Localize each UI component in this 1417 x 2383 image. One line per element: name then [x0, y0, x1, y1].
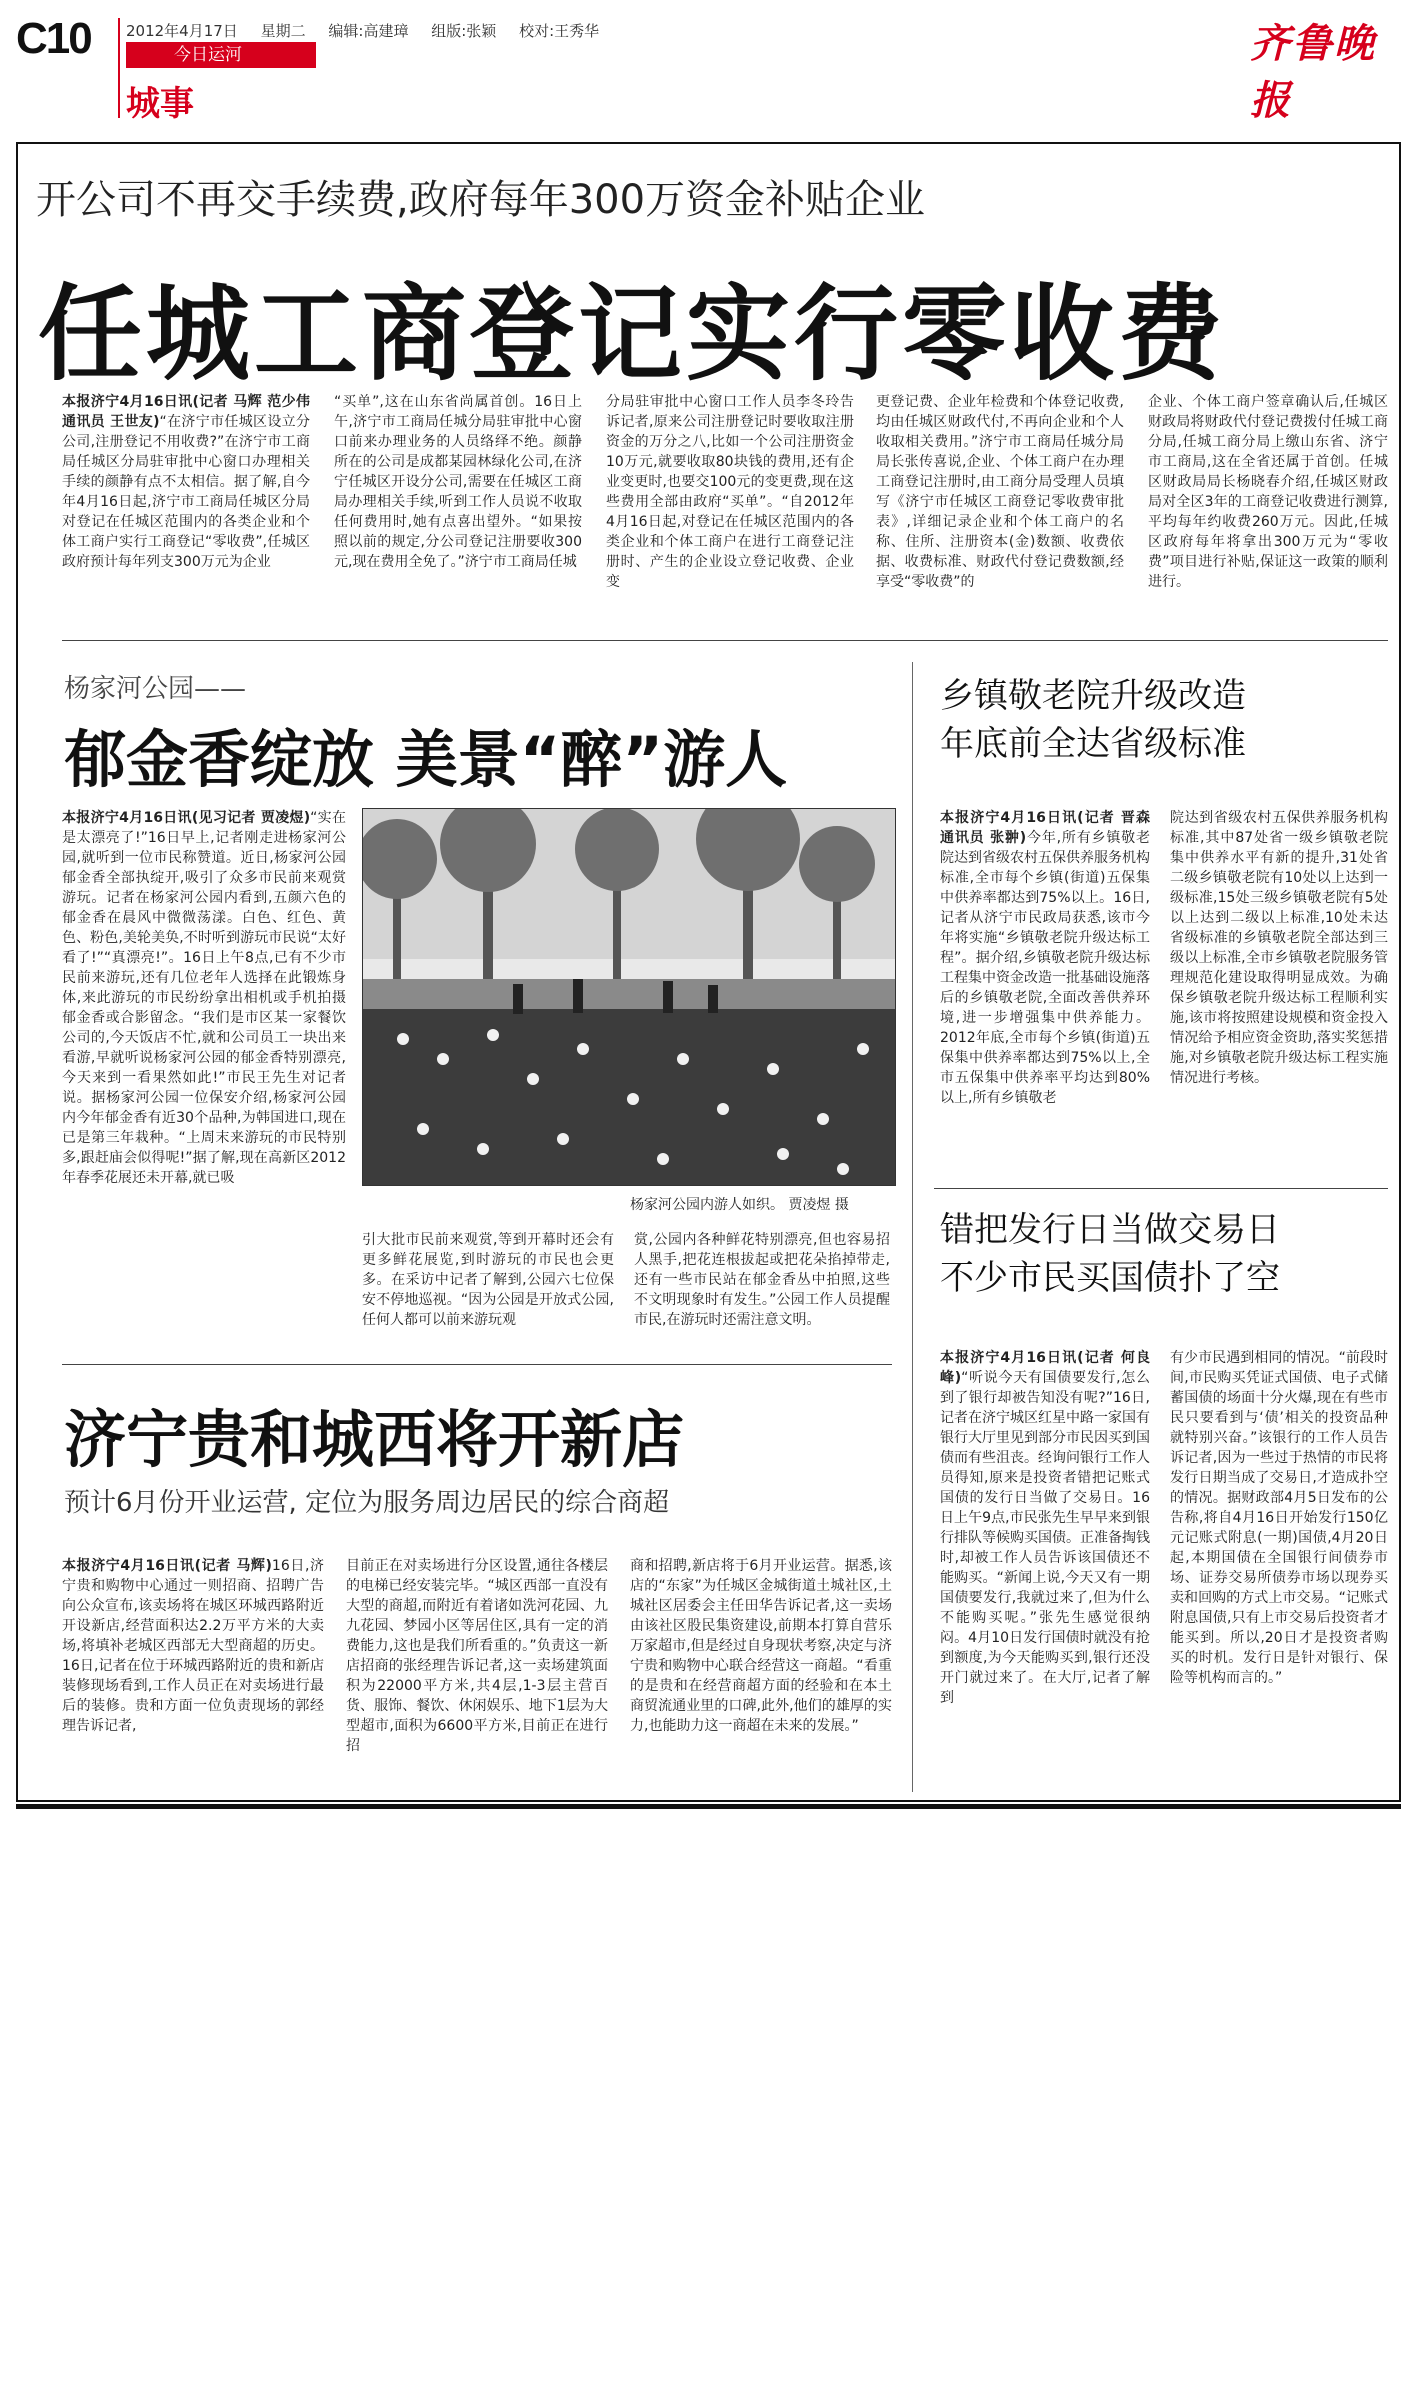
article2-text-1: “实在是太漂亮了!”16日早上,记者刚走进杨家河公园,就听到一位市民称赞道。近日,杨家河公园郁金香全部执绽开,吸引了众多市民前来观赏游玩。记者在杨家河公园内看到,五颜六色的郁金香在晨风中微微荡漾。白色、红色、黄色、粉色,美轮美奂,不时听到游玩市民说“太好看了!”“真漂亮!”。16日上午8点,已有不少市民前来游玩,还有几位老年人选择在此锻炼身体,来此游玩的市民纷纷拿出相机或手机拍摄郁金香或合影留念。“我们是市区某一家餐饮公司的,今天饭店不忙,就和公司员工一块出来看游,早就听说杨家河公园的郁金香特别漂亮,今天来到一看果然如此!”市民王先生对记者说。据杨家河公园一位保安介绍,杨家河公园内今年郁金香有近30个品种,为韩国进口,现在已是第三年栽种。“上周末来游玩的市民特别多,跟赶庙会似得呢!”据了解,现在高新区2012年春季花展还未开幕,就已吸 — [62, 810, 346, 1186]
park-tulip-photo — [362, 808, 896, 1186]
divider-line-2 — [62, 1364, 892, 1365]
newspaper-logo: 齐鲁晚报 — [1250, 20, 1376, 124]
article3-headline — [940, 672, 1246, 768]
article5-byline: 本报济宁4月16日讯(记者 马辉) — [62, 1558, 272, 1574]
article3-text-1: 今年,所有乡镇敬老院达到省级农村五保供养服务机构标准,全市每个乡镇(街道)五保集中供养率都达到75%以上。16日,记者从济宁市民政局获悉,该市今年将实施“乡镇敬老院升级达标工程”。据介绍,乡镇敬老院升级达标工程集中资金改造一批基础设施落后的乡镇敬老院,全面改善供养环境,进一步增强集中供养能力。2012年底,全市每个乡镇(街道)五保集中供养率都达到75%以上,全市五保集中供养率平均达到80%以上,所有乡镇敬老 — [940, 830, 1150, 1106]
article3-byline: 本报济宁4月16日讯(记者 晋森 通讯员 张翀) — [940, 810, 1150, 846]
bottom-rule — [16, 1804, 1401, 1809]
article4-column-2: 有少市民遇到相同的情况。“前段时间,市民购买凭证式国债、电子式储蓄国债的场面十分火爆,现在有些市民只要看到与‘债’相关的投资品种就特别兴奋。”该银行的工作人员告诉记者,因为一些过于热情的市民将发行日期当成了交易日,才造成扑空的情况。据财政部4月5日发布的公告称,将自4月16日开始发行150亿元记账式附息(一期)国债,4月20日起,本期国债在全国银行间债券市场、证券交易所债券市场以现券买卖和回购的方式上市交易。“记账式附息国债,只有上市交易后投资者才能买到。所以,20日才是投资者购买的时机。发行日是针对银行、保险等机构而言的。” — [1170, 1350, 1388, 1686]
article1-byline: 本报济宁4月16日讯(记者 马辉 范少伟 通讯员 王世友) — [62, 394, 310, 430]
article3-headline-line1: 乡镇敬老院升级改造 — [940, 676, 1246, 716]
column-tag: 今日运河 — [126, 42, 316, 68]
article4-column-1 — [940, 1348, 1150, 1708]
article5-column-2: 目前正在对卖场进行分区设置,通往各楼层的电梯已经安装完毕。“城区西部一直没有大型的商超,而附近有着诸如洗河花园、九九花园、梦园小区等居住区,具有一定的消费能力,这也是我们所看重的。”负责这一新店招商的张经理告诉记者,这一卖场建筑面积为22000平方米,共4层,1-3层主营百货、服饰、餐饮、休闲娱乐、地下1层为大型超市,面积为6600平方米,目前正在进行招 — [346, 1558, 608, 1754]
article5-subtitle: 预计6月份开业运营, 定位为服务周边居民的综合商超 — [64, 1488, 670, 1518]
issue-date: 2012年4月17日 — [126, 22, 238, 40]
article1-headline: 任城工商登记实行零收费 — [38, 273, 1227, 395]
page-number: C10 — [16, 14, 91, 63]
article4-headline-line2: 不少市民买国债扑了空 — [940, 1258, 1280, 1298]
layout-credit: 组版:张颖 — [431, 22, 497, 40]
article2-headline: 郁金香绽放 美景“醉”游人 — [64, 723, 788, 796]
article1-column-4: 更登记费、企业年检费和个体登记收费,均由任城区财政代付,不再向企业和个人收取相关费用。”济宁市工商局任城分局局长张传喜说,企业、个体工商户在办理工商登记注册时,由工商分局受理人员填写《济宁市任城区工商登记零收费审批表》,详细记录企业和个体工商户的名称、住所、注册资本(金)数额、收费依据、收费标准、财政代付登记费数额,经享受“零收费”的 — [876, 394, 1124, 590]
header-divider — [118, 18, 120, 118]
photo-caption: 杨家河公园内游人如织。 贾凌煜 摄 — [630, 1197, 849, 1213]
article1-column-3: 分局驻审批中心窗口工作人员李冬玲告诉记者,原来公司注册登记时要收取注册资金的万分之八,比如一个公司注册资金10万元,就要收取80块钱的费用,还有企业变更时,也要交100元的变更费,现在这些费用全部由政府“买单”。“自2012年4月16日起,对登记在任城区范围内的各类企业和个体工商户在进行工商登记注册时、产生的企业设立登记收费、企业变 — [606, 394, 854, 590]
article5-headline: 济宁贵和城西将开新店 — [64, 1403, 685, 1476]
article1-column-2: “买单”,这在山东省尚属首创。16日上午,济宁市工商局任城分局驻审批中心窗口前来办理业务的人员络绎不绝。颜静所在的公司是成都某园林绿化公司,在济宁任城区开设分公司,需要在任城区工商局办理相关手续,听到工作人员说不收取任何费用时,她有点喜出望外。“如果按照以前的规定,分公司登记注册要收300元,现在费用全免了。”济宁市工商局任城 — [334, 394, 582, 570]
divider-line-3 — [934, 1188, 1388, 1189]
article2-column-3: 赏,公园内各种鲜花特别漂亮,但也容易招人黑手,把花连根拔起或把花朵掐掉带走,还有一些市民站在郁金香丛中拍照,这些不文明现象时有发生。”公园工作人员提醒市民,在游玩时还需注意文明。 — [634, 1232, 890, 1328]
article1-column-5: 企业、个体工商户签章确认后,任城区财政局将财政代付登记费拨付任城工商分局,任城工商分局上缴山东省、济宁市工商局,这在全省还属于首创。任城区财政局局长杨晓春介绍,任城区财政局对全区3年的工商登记收费进行测算,平均每年约收费260万元。因此,任城区政府每年将拿出300万元为“零收费”项目进行补贴,保证这一政策的顺利进行。 — [1148, 394, 1388, 590]
article5-column-3: 商和招聘,新店将于6月开业运营。据悉,该店的“东家”为任城区金城街道土城社区,土城社区居委会主任田华告诉记者,这一卖场由该社区股民集资建设,前期本打算自营乐万家超市,但是经过自身现状考察,决定与济宁贵和购物中心联合经营这一商超。“看重的是贵和在经营商超方面的经验和在本土商贸流通业里的口碑,此外,他们的雄厚的实力,也能助力这一商超在未来的发展。” — [630, 1558, 892, 1734]
article1-column-1 — [62, 392, 310, 572]
article4-headline — [940, 1206, 1280, 1302]
article3-column-1 — [940, 808, 1150, 1108]
article4-text-1: “听说今天有国债要发行,怎么到了银行却被告知没有呢?”16日,记者在济宁城区红星中路一家国有银行大厅里见到部分市民因买到国债而有些沮丧。经询问银行工作人员得知,原来是投资者错把记账式国债的发行日当做了交易日。16日上午9点,市民张先生早早来到银行排队等候购买国债。正准备掏钱时,却被工作人员告诉该国债还不能购买。“新闻上说,今天又有一期国债要发行,我就过来了,但为什么不能购买呢。”张先生感觉很纳闷。4月10日发行国债时就没有抢到额度,为今天能购买到,银行还没开门就过来了。在大厅,记者了解到 — [940, 1370, 1150, 1706]
article4-headline-line1: 错把发行日当做交易日 — [940, 1210, 1280, 1250]
article2-byline: 本报济宁4月16日讯(见习记者 贾凌煜) — [62, 810, 311, 826]
photo-illustration — [363, 809, 896, 1186]
editor-credit: 编辑:高建璋 — [328, 22, 409, 40]
proof-credit: 校对:王秀华 — [519, 22, 600, 40]
article2-column-2: 引大批市民前来观赏,等到开幕时还会有更多鲜花展览,到时游玩的市民也会更多。在采访中记者了解到,公园六七位保安不停地巡视。“因为公园是开放式公园,任何人都可以前来游玩观 — [362, 1232, 614, 1328]
article3-column-2: 院达到省级农村五保供养服务机构标准,其中87处省一级乡镇敬老院集中供养水平有新的提升,31处省二级乡镇敬老院有10处以上达到一级标准,15处三级乡镇敬老院有5处以上达到二级以上标准,10处未达省级标准的乡镇敬老院全部达到三级以上标准,全市乡镇敬老院服务管理规范化建设取得明显成效。为确保乡镇敬老院升级达标工程顺利实施,该市将按照建设规模和资金投入情况给予相应资金资助,落实奖惩措施,对乡镇敬老院升级达标工程实施情况进行考核。 — [1170, 810, 1388, 1086]
article1-text-1: “在济宁市任城区设立分公司,注册登记不用收费?”在济宁市工商局任城区分局驻审批中心窗口办理相关手续的颜静有点不太相信。据了解,自今年4月16日起,济宁市工商局任城区分局对登记在任城区范围内的各类企业和个体工商户实行工商登记“零收费”,任城区政府预计每年列支300万元为企业 — [62, 414, 310, 570]
header-meta — [126, 20, 611, 41]
article4-byline: 本报济宁4月16日讯(记者 何良峰) — [940, 1350, 1150, 1386]
article5-text-1: 16日,济宁贵和购物中心通过一则招商、招聘广告向公众宣布,该卖场将在城区环城西路附近开设新店,经营面积达2.2万平方米的大卖场,将填补老城区西部无大型商超的历史。16日,记者在位于环城西路附近的贵和新店装修现场看到,工作人员正在对卖场进行最后的装修。贵和方面一位负责现场的郭经理告诉记者, — [62, 1558, 324, 1734]
vertical-divider — [912, 662, 913, 1792]
article5-column-1 — [62, 1556, 324, 1736]
divider-line — [62, 640, 1388, 641]
section-title: 城事 — [126, 84, 194, 124]
article3-headline-line2: 年底前全达省级标准 — [940, 724, 1246, 764]
article1-subtitle: 开公司不再交手续费,政府每年300万资金补贴企业 — [36, 177, 926, 223]
article2-column-1 — [62, 808, 346, 1188]
article2-kicker: 杨家河公园—— — [64, 674, 247, 704]
issue-weekday: 星期二 — [260, 22, 306, 40]
